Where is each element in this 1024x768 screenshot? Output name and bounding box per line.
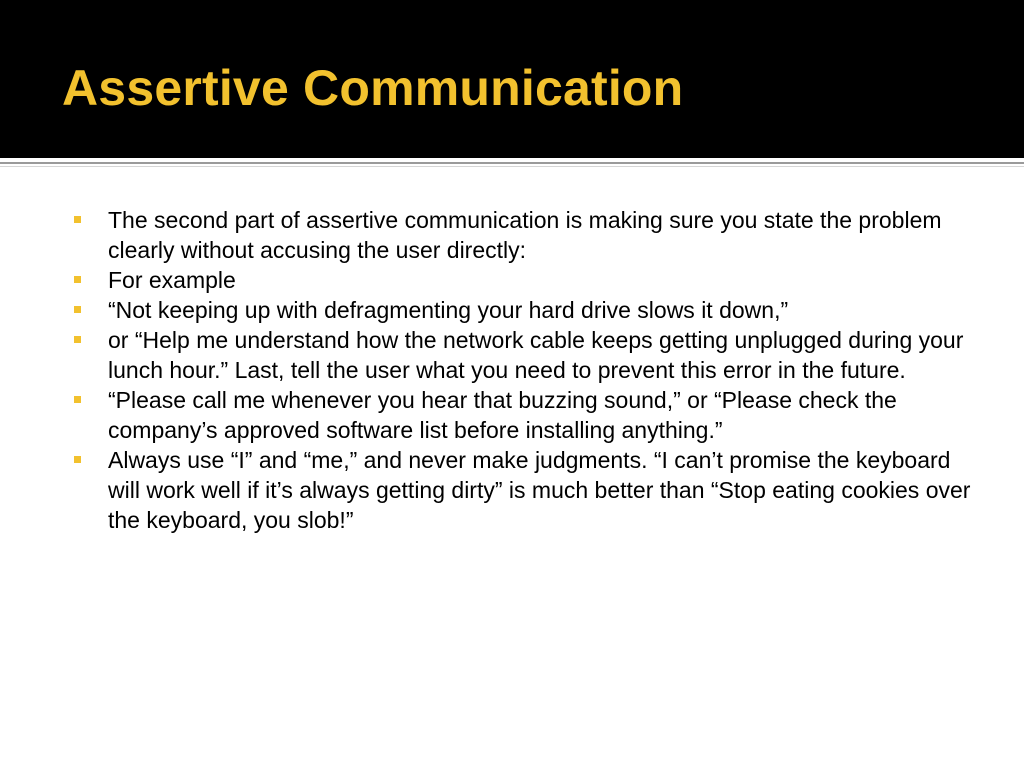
bullet-text: For example	[108, 267, 236, 293]
bullet-item	[72, 205, 982, 265]
bullet-text: “Please call me whenever you hear that buzzing sound,” or “Please check the company’s approved software list before installing anything.”	[108, 387, 897, 443]
bullet-text: The second part of assertive communication is making sure you state the problem clearly without accusing the user directly:	[108, 207, 942, 263]
title-bar	[0, 0, 1024, 158]
bullet-text: “Not keeping up with defragmenting your hard drive slows it down,”	[108, 297, 789, 323]
square-bullet-icon	[74, 276, 81, 283]
bullet-text: or “Help me understand how the network cable keeps getting unplugged during your lunch hour.” Last, tell the user what you need to prevent this error in the future.	[108, 327, 964, 383]
bullet-item	[72, 265, 982, 295]
bullet-item	[72, 385, 982, 445]
title-divider	[0, 162, 1024, 164]
bullet-list	[72, 205, 982, 535]
slide-title: Assertive Communication	[62, 60, 684, 116]
bullet-text: Always use “I” and “me,” and never make judgments. “I can’t promise the keyboard will work well if it’s always getting dirty” is much better than “Stop eating cookies over the keyboard, you slob!”	[108, 447, 971, 533]
title-divider-secondary	[0, 166, 1024, 167]
bullet-item	[72, 325, 982, 385]
square-bullet-icon	[74, 336, 81, 343]
square-bullet-icon	[74, 216, 81, 223]
square-bullet-icon	[74, 306, 81, 313]
bullet-item	[72, 445, 982, 535]
bullet-item	[72, 295, 982, 325]
square-bullet-icon	[74, 456, 81, 463]
square-bullet-icon	[74, 396, 81, 403]
